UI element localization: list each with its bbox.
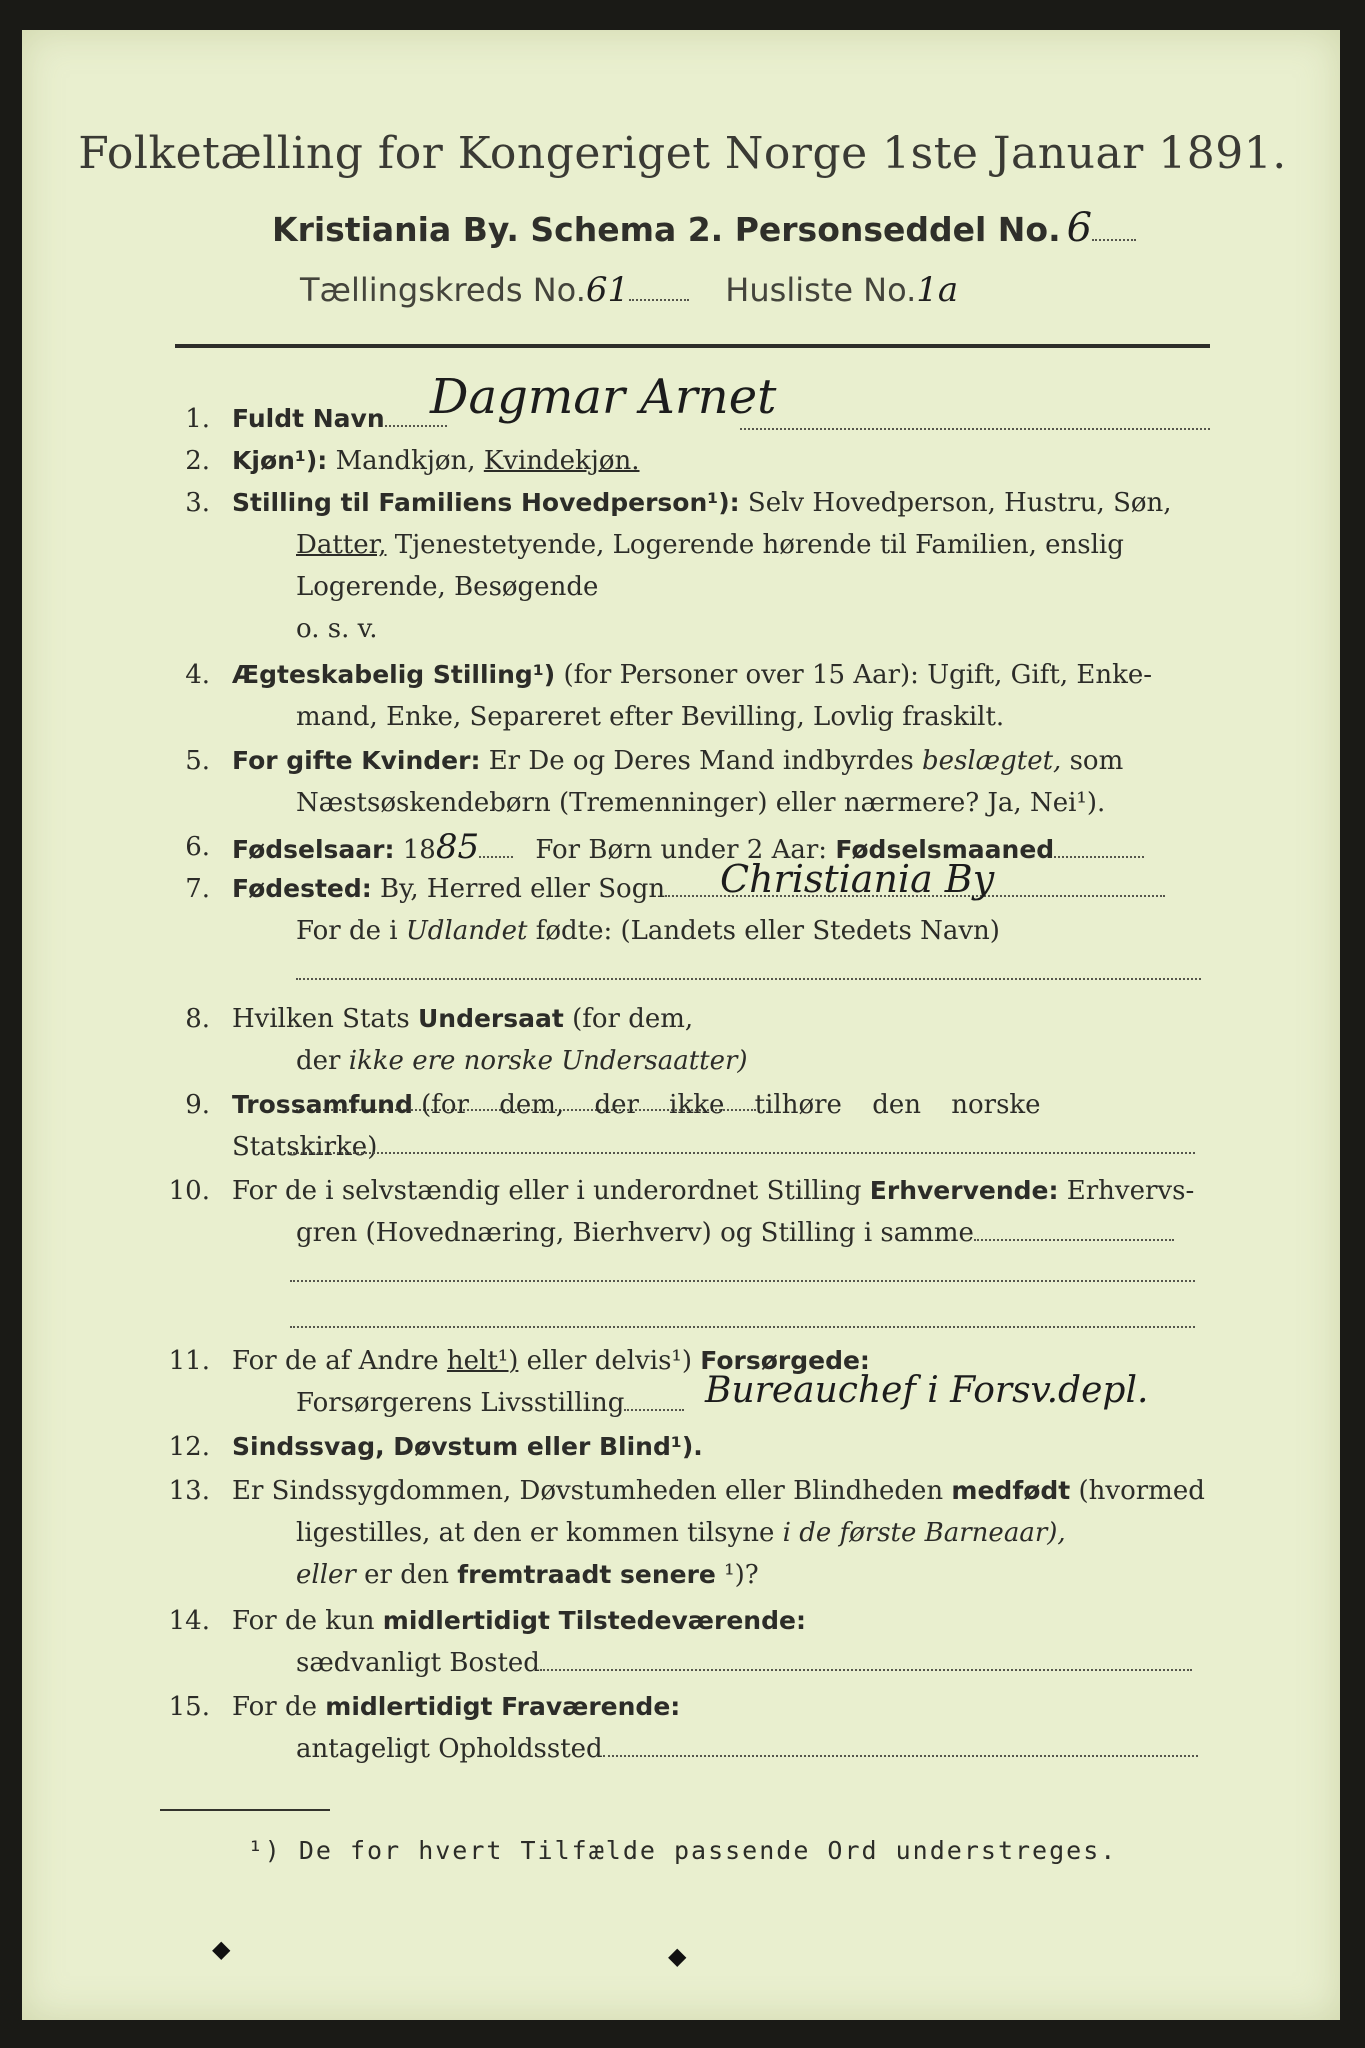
item-text: mand, Enke, Separeret efter Bevilling, Lovlig fraskilt. (296, 702, 1005, 732)
item-number: 12. (168, 1432, 210, 1462)
item-number: 11. (168, 1346, 210, 1376)
item-number: 1. (185, 404, 210, 434)
handwritten-birth-year: 85 (435, 827, 480, 867)
dotted-line (290, 1128, 1195, 1154)
item-text: Hvilken Stats (232, 1004, 410, 1034)
item-label: midlertidigt Fraværende: (325, 1692, 681, 1721)
item-label: Forsørgede: (700, 1346, 870, 1375)
year-prefix: 18 (402, 835, 436, 865)
item-text: Forsørgerens Livsstilling (296, 1388, 625, 1418)
item-text: eller delvis¹) (526, 1346, 692, 1376)
item-text: gren (Hovednæring, Bierhverv) og Stilling i samme (296, 1218, 974, 1248)
header-rule (175, 344, 1210, 348)
item-text: By, Herred eller Sogn (380, 874, 666, 904)
item-text: som (1069, 746, 1124, 776)
dotted-line (629, 275, 689, 301)
item-text: Er Sindssygdommen, Døvstumheden eller Blindheden (232, 1476, 944, 1506)
item-text: (for dem, (572, 1004, 694, 1034)
dotted-line (624, 1385, 684, 1411)
item-label: fremtraadt senere (457, 1560, 716, 1589)
husliste-number: 1a (916, 270, 959, 310)
item-text: For de i (296, 916, 398, 946)
item-number: 9. (185, 1090, 210, 1120)
personseddel-number: 6 (1066, 205, 1093, 251)
dotted-line (290, 1302, 1195, 1328)
dotted-line (603, 1731, 1198, 1757)
item-label: Fuldt Navn (232, 404, 385, 433)
handwritten-name: Dagmar Arnet (430, 369, 777, 425)
item-text: For de i selvstændig eller i underordnet Stilling (232, 1176, 862, 1206)
dotted-line (290, 1256, 1195, 1282)
handwritten-birthplace: Christiania By (720, 857, 995, 901)
item-number: 5. (185, 746, 210, 776)
ink-mark: ◆ (212, 1935, 231, 1963)
form-district-line (300, 270, 958, 310)
item-text: sædvanligt Bosted (296, 1648, 540, 1678)
item-label: medfødt (951, 1476, 1071, 1505)
item-text: (hvormed (1078, 1476, 1205, 1506)
item-number: 7. (185, 874, 210, 904)
footnote: ¹) De for hvert Tilfælde passende Ord understreges. (247, 1836, 1118, 1865)
item-text: er den (364, 1560, 449, 1590)
dotted-line (296, 954, 1201, 980)
item-label: Stilling til Familiens Hovedperson¹): (232, 488, 740, 517)
item-number: 13. (168, 1476, 210, 1506)
subtitle-label: Kristiania By. Schema 2. Personseddel No. (272, 210, 1061, 249)
item-text: Erhvervs- (1066, 1176, 1195, 1206)
kreds-label: Tællingskreds No. (300, 271, 586, 309)
item-number: 15. (168, 1692, 210, 1722)
item-number: 6. (185, 832, 210, 862)
item-label: Erhvervende: (869, 1176, 1059, 1205)
item-label: midlertidigt Tilstedeværende: (382, 1606, 806, 1635)
item-number: 2. (185, 446, 210, 476)
item-text-italic: eller (296, 1560, 356, 1590)
dotted-line (740, 404, 1210, 430)
item-text: ¹)? (724, 1560, 759, 1590)
item-text: Logerende, Besøgende (296, 572, 599, 602)
item-text: Selv Hovedperson, Hustru, Søn, (747, 488, 1172, 518)
item-label: Undersaat (417, 1004, 564, 1033)
item-text-italic: ikke ere norske Undersaatter) (348, 1046, 748, 1076)
item-text: (for dem, der ikke tilhøre den norske Statskirke) (232, 1090, 1041, 1162)
item-text: For de (232, 1692, 317, 1722)
item-text: Næstsøskendebørn (Tremenninger) eller nærmere? Ja, Nei¹). (296, 788, 1106, 818)
item-label: Fødested: (232, 874, 372, 903)
item-number: 4. (185, 660, 210, 690)
option-helt-underlined: helt¹) (446, 1346, 519, 1376)
item-number: 8. (185, 1004, 210, 1034)
dotted-line (1092, 215, 1136, 241)
item-label: Kjøn¹): (232, 446, 328, 475)
item-text: fødte: (Landets eller Stedets Navn) (535, 916, 1000, 946)
option-datter-underlined: Datter, (296, 530, 387, 560)
item-text: Tjenestetyende, Logerende hørende til Familien, enslig (394, 530, 1124, 560)
form-title: Folketælling for Kongeriget Norge 1ste Januar 1891. (78, 128, 1287, 179)
item-label: Fødselsaar: (232, 835, 395, 864)
item-text-italic: i de første Barneaar), (782, 1518, 1066, 1548)
item-label: Sindssvag, Døvstum eller Blind¹). (232, 1432, 703, 1461)
option-kvindekjon-underlined: Kvindekjøn. (483, 446, 640, 476)
handwritten-supporter-occupation: Bureauchef i Forsv.depl. (705, 1370, 1149, 1411)
item-number: 14. (168, 1606, 210, 1636)
item-text: For Børn under 2 Aar: (535, 835, 828, 865)
item-text: der (296, 1046, 341, 1076)
item-text: o. s. v. (296, 614, 378, 644)
ink-mark: ◆ (668, 1942, 687, 1970)
footnote-rule (160, 1809, 330, 1811)
item-text: ligestilles, at den er kommen tilsyne (296, 1518, 775, 1548)
item-label: For gifte Kvinder: (232, 746, 481, 775)
item-text: (for Personer over 15 Aar): Ugift, Gift, Enke- (563, 660, 1152, 690)
option-mandkjon: Mandkjøn, (335, 446, 476, 476)
item-number: 10. (168, 1176, 210, 1206)
item-text: Er De og Deres Mand indbyrdes (488, 746, 914, 776)
item-number: 3. (185, 488, 210, 518)
item-text: For de kun (232, 1606, 375, 1636)
dotted-line (1054, 832, 1144, 858)
item-text: antageligt Opholdssted (296, 1734, 603, 1764)
husliste-label: Husliste No. (725, 271, 917, 309)
item-text-italic: beslægtet, (921, 746, 1062, 776)
item-label: Ægteskabelig Stilling¹) (232, 660, 556, 689)
dotted-line (479, 832, 513, 858)
form-subtitle (272, 205, 1136, 251)
item-text-italic: Udlandet (405, 916, 528, 946)
dotted-line (540, 1645, 1192, 1671)
item-text: For de af Andre (232, 1346, 439, 1376)
item-label: Fødselsmaaned (835, 835, 1055, 864)
kreds-number: 61 (585, 270, 630, 310)
dotted-line (974, 1215, 1174, 1241)
item-label: Trossamfund (232, 1090, 413, 1119)
